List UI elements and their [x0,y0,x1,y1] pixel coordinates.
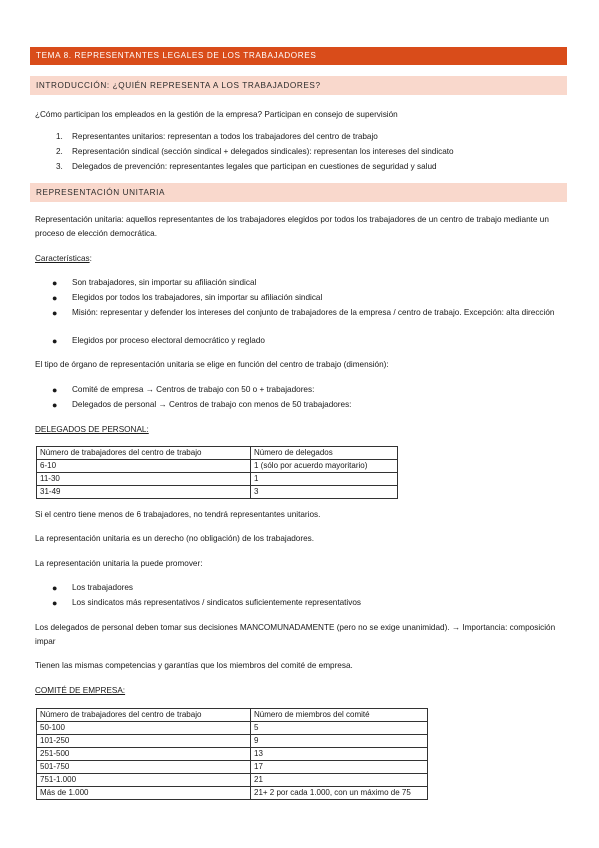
table-row [37,735,428,748]
comite-table [36,708,428,800]
caracteristicas-heading: Características: [35,254,92,263]
table-cell: 50-100 [37,722,251,735]
table-cell: 11-30 [37,473,251,486]
intro-list-item: 3. Delegados de prevención: representantes legales que participan en cuestiones de seguridad y salud [56,162,437,171]
caracteristica-item: ● Misión: representar y defender los intereses del conjunto de trabajadores de la empresa / centro de trabajo. Excepción: alta dirección [52,308,555,318]
delegados-table [36,446,398,499]
table-row [37,774,428,787]
unitaria-heading-bar [30,183,567,202]
table-header-row [37,447,398,460]
delegados-p4: Los delegados de personal deben tomar sus decisiones MANCOMUNADAMENTE (pero no se exige unanimidad). → Importancia: composición impar [35,623,556,646]
bullet-icon: ● [52,278,58,288]
bullet-icon: ● [52,336,58,346]
bullet-icon: ● [52,583,58,593]
bullet-icon: ● [52,385,58,395]
table-header-row [37,709,428,722]
promotor-item: ● Los sindicatos más representativos / sindicatos suficientemente representativos [52,598,361,608]
table-cell: 101-250 [37,735,251,748]
intro-question: ¿Cómo participan los empleados en la gestión de la empresa? Participan en consejo de supervisión [35,110,398,119]
table-cell: 1 [251,473,398,486]
unitaria-heading: REPRESENTACIÓN UNITARIA [36,188,166,197]
table-row [37,460,398,473]
delegados-p1: Si el centro tiene menos de 6 trabajadores, no tendrá representantes unitarios. [35,510,321,519]
document-title: TEMA 8. REPRESENTANTES LEGALES DE LOS TRABAJADORES [36,51,317,60]
table-cell: 3 [251,486,398,499]
delegados-p5: Tienen las mismas competencias y garantías que los miembros del comité de empresa. [35,661,353,670]
intro-list-item: 2. Representación sindical (sección sindical + delegados sindicales): representan los intereses del sindicato [56,147,454,156]
organo-item: ● Delegados de personal → Centros de trabajo con menos de 50 trabajadores: [52,400,352,410]
caracteristica-item: ● Elegidos por proceso electoral democrático y reglado [52,336,265,346]
table-cell: 251-500 [37,748,251,761]
intro-list-item: 1. Representantes unitarios: representan a todos los trabajadores del centro de trabajo [56,132,378,141]
caracteristica-item: ● Son trabajadores, sin importar su afiliación sindical [52,278,257,288]
table-cell: 751-1.000 [37,774,251,787]
table-row [37,761,428,774]
table-cell: 9 [251,735,428,748]
table-cell: Más de 1.000 [37,787,251,800]
table-cell: 6-10 [37,460,251,473]
table-cell: 13 [251,748,428,761]
table-header-cell: Número de miembros del comité [251,709,428,722]
table-cell: 17 [251,761,428,774]
table-row [37,748,428,761]
table-cell: 21+ 2 por cada 1.000, con un máximo de 75 [251,787,428,800]
bullet-icon: ● [52,598,58,608]
table-row [37,473,398,486]
table-cell: 5 [251,722,428,735]
document-title-bar [30,47,567,65]
bullet-icon: ● [52,400,58,410]
unitaria-definition: Representación unitaria: aquellos representantes de los trabajadores elegidos por todos los trabajadores de un centro de trabajo mediante un proceso de elección democrática. [35,215,549,238]
table-header-cell: Número de delegados [251,447,398,460]
table-row [37,722,428,735]
caracteristica-item: ● Elegidos por todos los trabajadores, sin importar su afiliación sindical [52,293,323,303]
table-cell: 31-49 [37,486,251,499]
comite-heading: COMITÉ DE EMPRESA: [35,686,126,695]
table-cell: 501-750 [37,761,251,774]
table-row [37,787,428,800]
organo-text: El tipo de órgano de representación unitaria se elige en función del centro de trabajo (dimensión): [35,360,389,369]
table-row [37,486,398,499]
bullet-icon: ● [52,308,58,318]
delegados-p2: La representación unitaria es un derecho (no obligación) de los trabajadores. [35,534,315,543]
intro-heading: INTRODUCCIÓN: ¿QUIÉN REPRESENTA A LOS TRABAJADORES? [36,81,321,90]
promotor-item: ● Los trabajadores [52,583,133,593]
organo-item: ● Comité de empresa → Centros de trabajo con 50 o + trabajadores: [52,385,315,395]
table-cell: 1 (sólo por acuerdo mayoritario) [251,460,398,473]
delegados-p3: La representación unitaria la puede promover: [35,559,203,568]
table-cell: 21 [251,774,428,787]
bullet-icon: ● [52,293,58,303]
intro-heading-bar [30,76,567,95]
table-header-cell: Número de trabajadores del centro de trabajo [37,447,251,460]
table-header-cell: Número de trabajadores del centro de trabajo [37,709,251,722]
delegados-heading: DELEGADOS DE PERSONAL: [35,425,149,434]
